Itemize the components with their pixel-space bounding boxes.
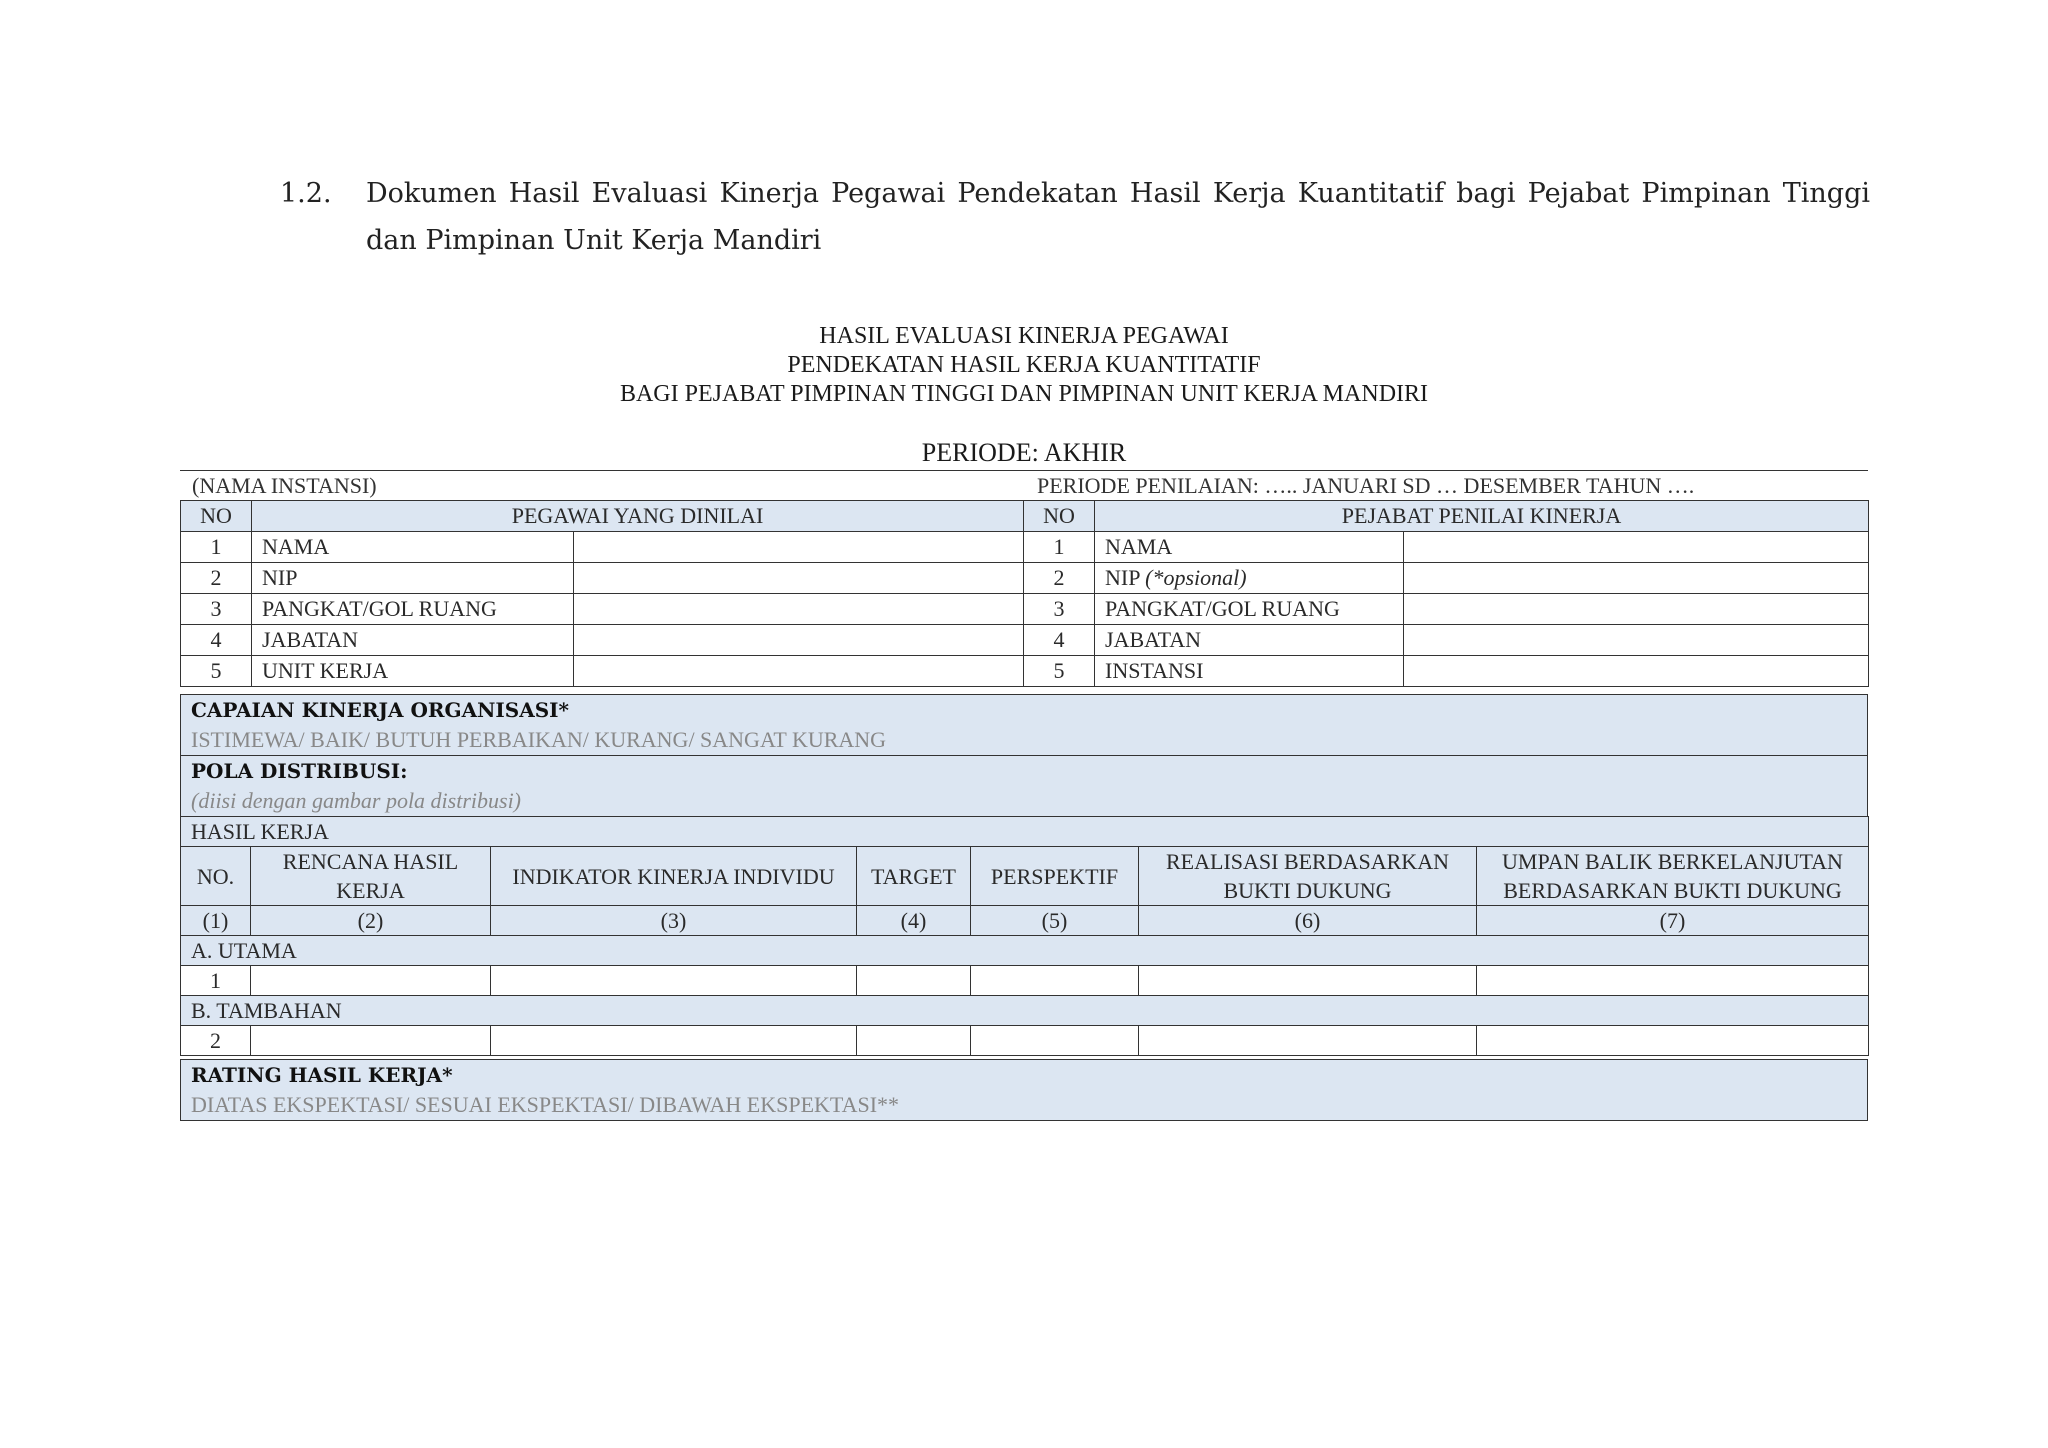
table-cell[interactable] [857, 966, 971, 996]
tambahan-data-row [181, 1026, 1869, 1056]
utama-data-row [181, 966, 1869, 996]
pegawai-row-value[interactable] [574, 532, 1024, 563]
col-header: INDIKATOR KINERJA INDIVIDU [491, 847, 857, 906]
pola-row [181, 756, 1868, 817]
penilai-row-label: NAMA [1095, 532, 1404, 563]
penilai-row-no: 5 [1024, 656, 1095, 687]
hasil-kerja-table [180, 816, 1869, 1056]
penilai-row-label: INSTANSI [1095, 656, 1404, 687]
rating-cell[interactable] [181, 1060, 1868, 1121]
identity-row [181, 656, 1869, 687]
periode-label: PERIODE: AKHIR [921, 438, 1127, 467]
title-line-2: PENDEKATAN HASIL KERJA KUANTITATIF [787, 352, 1261, 378]
col-number: (4) [857, 906, 971, 936]
col-number: (2) [251, 906, 491, 936]
identity-header-row [181, 501, 1869, 532]
table-cell[interactable] [491, 1026, 857, 1056]
capaian-row [181, 695, 1868, 756]
utama-label: A. UTAMA [181, 936, 1869, 966]
organization-performance-table [180, 694, 1868, 817]
penilai-row-no: 2 [1024, 563, 1095, 594]
penilai-nip-label: NIP [1105, 565, 1140, 590]
col-number: (1) [181, 906, 251, 936]
col-number: (3) [491, 906, 857, 936]
rating-label: RATING HASIL KERJA* [191, 1063, 453, 1087]
pegawai-no-header: NO [181, 501, 252, 532]
pegawai-row-value[interactable] [574, 563, 1024, 594]
col-header: PERSPEKTIF [971, 847, 1139, 906]
pegawai-row-value[interactable] [574, 656, 1024, 687]
col-header: TARGET [857, 847, 971, 906]
column-number-row [181, 906, 1869, 936]
pegawai-header: PEGAWAI YANG DINILAI [252, 501, 1024, 532]
identity-table [180, 500, 1869, 687]
penilai-row-value[interactable] [1404, 656, 1869, 687]
table-cell[interactable] [491, 966, 857, 996]
tambahan-label: B. TAMBAHAN [181, 996, 1869, 1026]
table-cell[interactable] [251, 966, 491, 996]
pegawai-row-label: PANGKAT/GOL RUANG [252, 594, 574, 625]
table-cell[interactable] [1477, 1026, 1869, 1056]
pegawai-row-no: 1 [181, 532, 252, 563]
table-cell[interactable] [1139, 1026, 1477, 1056]
identity-row [181, 532, 1869, 563]
hasil-kerja-label: HASIL KERJA [181, 817, 1869, 847]
pegawai-row-value[interactable] [574, 625, 1024, 656]
table-cell[interactable] [971, 966, 1139, 996]
pola-cell[interactable] [181, 756, 1868, 817]
nama-instansi: (NAMA INSTANSI) [192, 473, 377, 498]
pegawai-row-no: 2 [181, 563, 252, 594]
hasil-kerja-label-row [181, 817, 1869, 847]
title-line-3: BAGI PEJABAT PIMPINAN TINGGI DAN PIMPINAN UNIT KERJA MANDIRI [619, 381, 1429, 407]
identity-row [181, 563, 1869, 594]
penilai-row-label: JABATAN [1095, 625, 1404, 656]
capaian-label: CAPAIAN KINERJA ORGANISASI* [191, 698, 569, 722]
identity-row [181, 625, 1869, 656]
pegawai-row-no: 5 [181, 656, 252, 687]
pegawai-row-no: 3 [181, 594, 252, 625]
table-cell[interactable] [971, 1026, 1139, 1056]
penilai-nip-note: (*opsional) [1145, 565, 1247, 590]
penilai-row-value[interactable] [1404, 625, 1869, 656]
identity-row [181, 594, 1869, 625]
capaian-options: ISTIMEWA/ BAIK/ BUTUH PERBAIKAN/ KURANG/ SANGAT KURANG [191, 727, 887, 752]
rating-table [180, 1059, 1868, 1121]
pegawai-row-label: NIP [252, 563, 574, 594]
section-title: Dokumen Hasil Evaluasi Kinerja Pegawai Pendekatan Hasil Kerja Kuantitatif bagi Pejabat Pimpinan Tinggi dan Pimpinan Unit Kerja Mandiri [366, 178, 1870, 256]
document-title [180, 322, 1868, 409]
penilai-row-no: 4 [1024, 625, 1095, 656]
col-header: RENCANA HASIL KERJA [251, 847, 491, 906]
col-number: (7) [1477, 906, 1869, 936]
tambahan-section-row [181, 996, 1869, 1026]
penilai-no-header: NO [1024, 501, 1095, 532]
pegawai-row-no: 4 [181, 625, 252, 656]
rating-options: DIATAS EKSPEKTASI/ SESUAI EKSPEKTASI/ DIBAWAH EKSPEKTASI** [191, 1092, 900, 1117]
pegawai-row-label: NAMA [252, 532, 574, 563]
table-cell[interactable] [857, 1026, 971, 1056]
penilai-row-label: PANGKAT/GOL RUANG [1095, 594, 1404, 625]
col-header: NO. [181, 847, 251, 906]
table-cell[interactable] [251, 1026, 491, 1056]
utama-row-no: 1 [181, 966, 251, 996]
penilai-row-value[interactable] [1404, 532, 1869, 563]
penilai-header: PEJABAT PENILAI KINERJA [1095, 501, 1869, 532]
penilai-row-no: 3 [1024, 594, 1095, 625]
utama-section-row [181, 936, 1869, 966]
section-number: 1.2. [280, 178, 332, 209]
col-header: UMPAN BALIK BERKELANJUTAN BERDASARKAN BUKTI DUKUNG [1477, 847, 1869, 906]
table-cell[interactable] [1477, 966, 1869, 996]
penilai-row-value[interactable] [1404, 563, 1869, 594]
title-line-1: HASIL EVALUASI KINERJA PEGAWAI [819, 323, 1229, 349]
pegawai-row-label: UNIT KERJA [252, 656, 574, 687]
pegawai-row-value[interactable] [574, 594, 1024, 625]
col-number: (6) [1139, 906, 1477, 936]
penilai-row-label [1095, 563, 1404, 594]
pola-label: POLA DISTRIBUSI: [191, 759, 408, 783]
pegawai-row-label: JABATAN [252, 625, 574, 656]
table-cell[interactable] [1139, 966, 1477, 996]
periode-penilaian: PERIODE PENILAIAN: ….. JANUARI SD … DESEMBER TAHUN …. [1037, 473, 1695, 498]
pola-hint: (diisi dengan gambar pola distribusi) [191, 788, 522, 813]
hasil-kerja-header-row [181, 847, 1869, 906]
meta-row [180, 471, 1868, 501]
penilai-row-no: 1 [1024, 532, 1095, 563]
penilai-row-value[interactable] [1404, 594, 1869, 625]
col-number: (5) [971, 906, 1139, 936]
col-header: REALISASI BERDASARKAN BUKTI DUKUNG [1139, 847, 1477, 906]
capaian-cell[interactable] [181, 695, 1868, 756]
rating-row [181, 1060, 1868, 1121]
tambahan-row-no: 2 [181, 1026, 251, 1056]
section-heading [280, 170, 1870, 264]
